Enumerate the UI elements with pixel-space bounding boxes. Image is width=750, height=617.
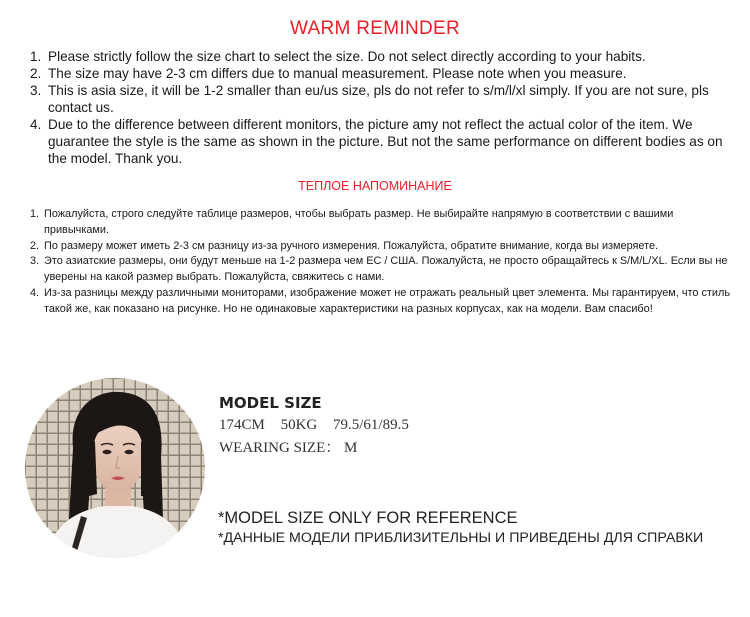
model-size-title: MODEL SIZE	[219, 394, 322, 412]
item-text: Due to the difference between different monitors, the picture amy not reflect the actual color of the item. We guarantee the style is the same as shown in the picture. But not the same performance on different bodies as on the model. Thank you.	[48, 117, 723, 166]
reference-note-en: *MODEL SIZE ONLY FOR REFERENCE	[218, 509, 518, 527]
item-text: The size may have 2-3 cm differs due to manual measurement. Please note when you measure.	[48, 66, 627, 81]
item-number: 3.	[30, 83, 42, 98]
list-item	[30, 48, 730, 65]
list-item	[30, 286, 730, 318]
warm-reminder-title: WARM REMINDER	[290, 18, 460, 39]
item-text: Из-за разницы между различными мониторами, изображение может не отражать реальный цвет элемента. Мы гарантируем, что стиль такой же, как показано на рисунке. Но не одинаковые характеристики на разных корпусах, как на модели. Вам спасибо!	[44, 286, 731, 315]
item-text: По размеру может иметь 2-3 см разницу из-за ручного измерения. Пожалуйста, обратите внимание, когда вы измеряете.	[44, 239, 659, 252]
item-text: Пожалуйста, строго следуйте таблице размеров, чтобы выбрать размер. Не выбирайте напрямую в соответствии с вашими привычками.	[44, 208, 674, 236]
item-number: 1.	[30, 49, 42, 64]
model-weight: 50KG	[280, 417, 318, 433]
reference-note-ru: *ДАННЫЕ МОДЕЛИ ПРИБЛИЗИТЕЛЬНЫ И ПРИВЕДЕНЫ ДЛЯ СПРАВКИ	[218, 530, 704, 546]
list-item	[30, 254, 730, 286]
model-measurements: 79.5/61/89.5	[333, 417, 409, 433]
item-number: 4.	[30, 286, 40, 299]
item-number: 3.	[30, 255, 40, 268]
model-portrait-image	[25, 378, 205, 558]
warm-reminder-title-ru: ТЕПЛОЕ НАПОМИНАНИЕ	[298, 179, 452, 193]
item-text: Please strictly follow the size chart to select the size. Do not select directly according to your habits.	[48, 49, 646, 64]
item-number: 1.	[30, 208, 40, 220]
wearing-size: WEARING SIZE： M	[219, 440, 358, 456]
list-item	[30, 207, 730, 239]
item-number: 2.	[30, 239, 40, 252]
list-item	[30, 65, 730, 82]
model-stats	[219, 417, 421, 434]
item-number: 2.	[30, 66, 42, 81]
item-text: This is asia size, it will be 1-2 smaller than eu/us size, pls do not refer to s/m/l/xl simply. If you are not sure, pls contact us.	[48, 83, 709, 115]
model-photo	[25, 378, 205, 558]
reminder-list-en	[30, 48, 730, 167]
list-item	[30, 239, 730, 255]
reminder-list-ru	[30, 207, 730, 318]
list-item	[30, 82, 730, 116]
list-item	[30, 116, 730, 167]
item-text: Это азиатские размеры, они будут меньше на 1-2 размера чем ЕС / США. Пожалуйста, не просто обращайтесь к S/M/L/XL. Если вы не уверены на какой размер выбрать. Пожалуйста, свяжитесь с нами.	[44, 255, 728, 284]
model-height: 174CM	[219, 417, 265, 433]
item-number: 4.	[30, 117, 42, 132]
